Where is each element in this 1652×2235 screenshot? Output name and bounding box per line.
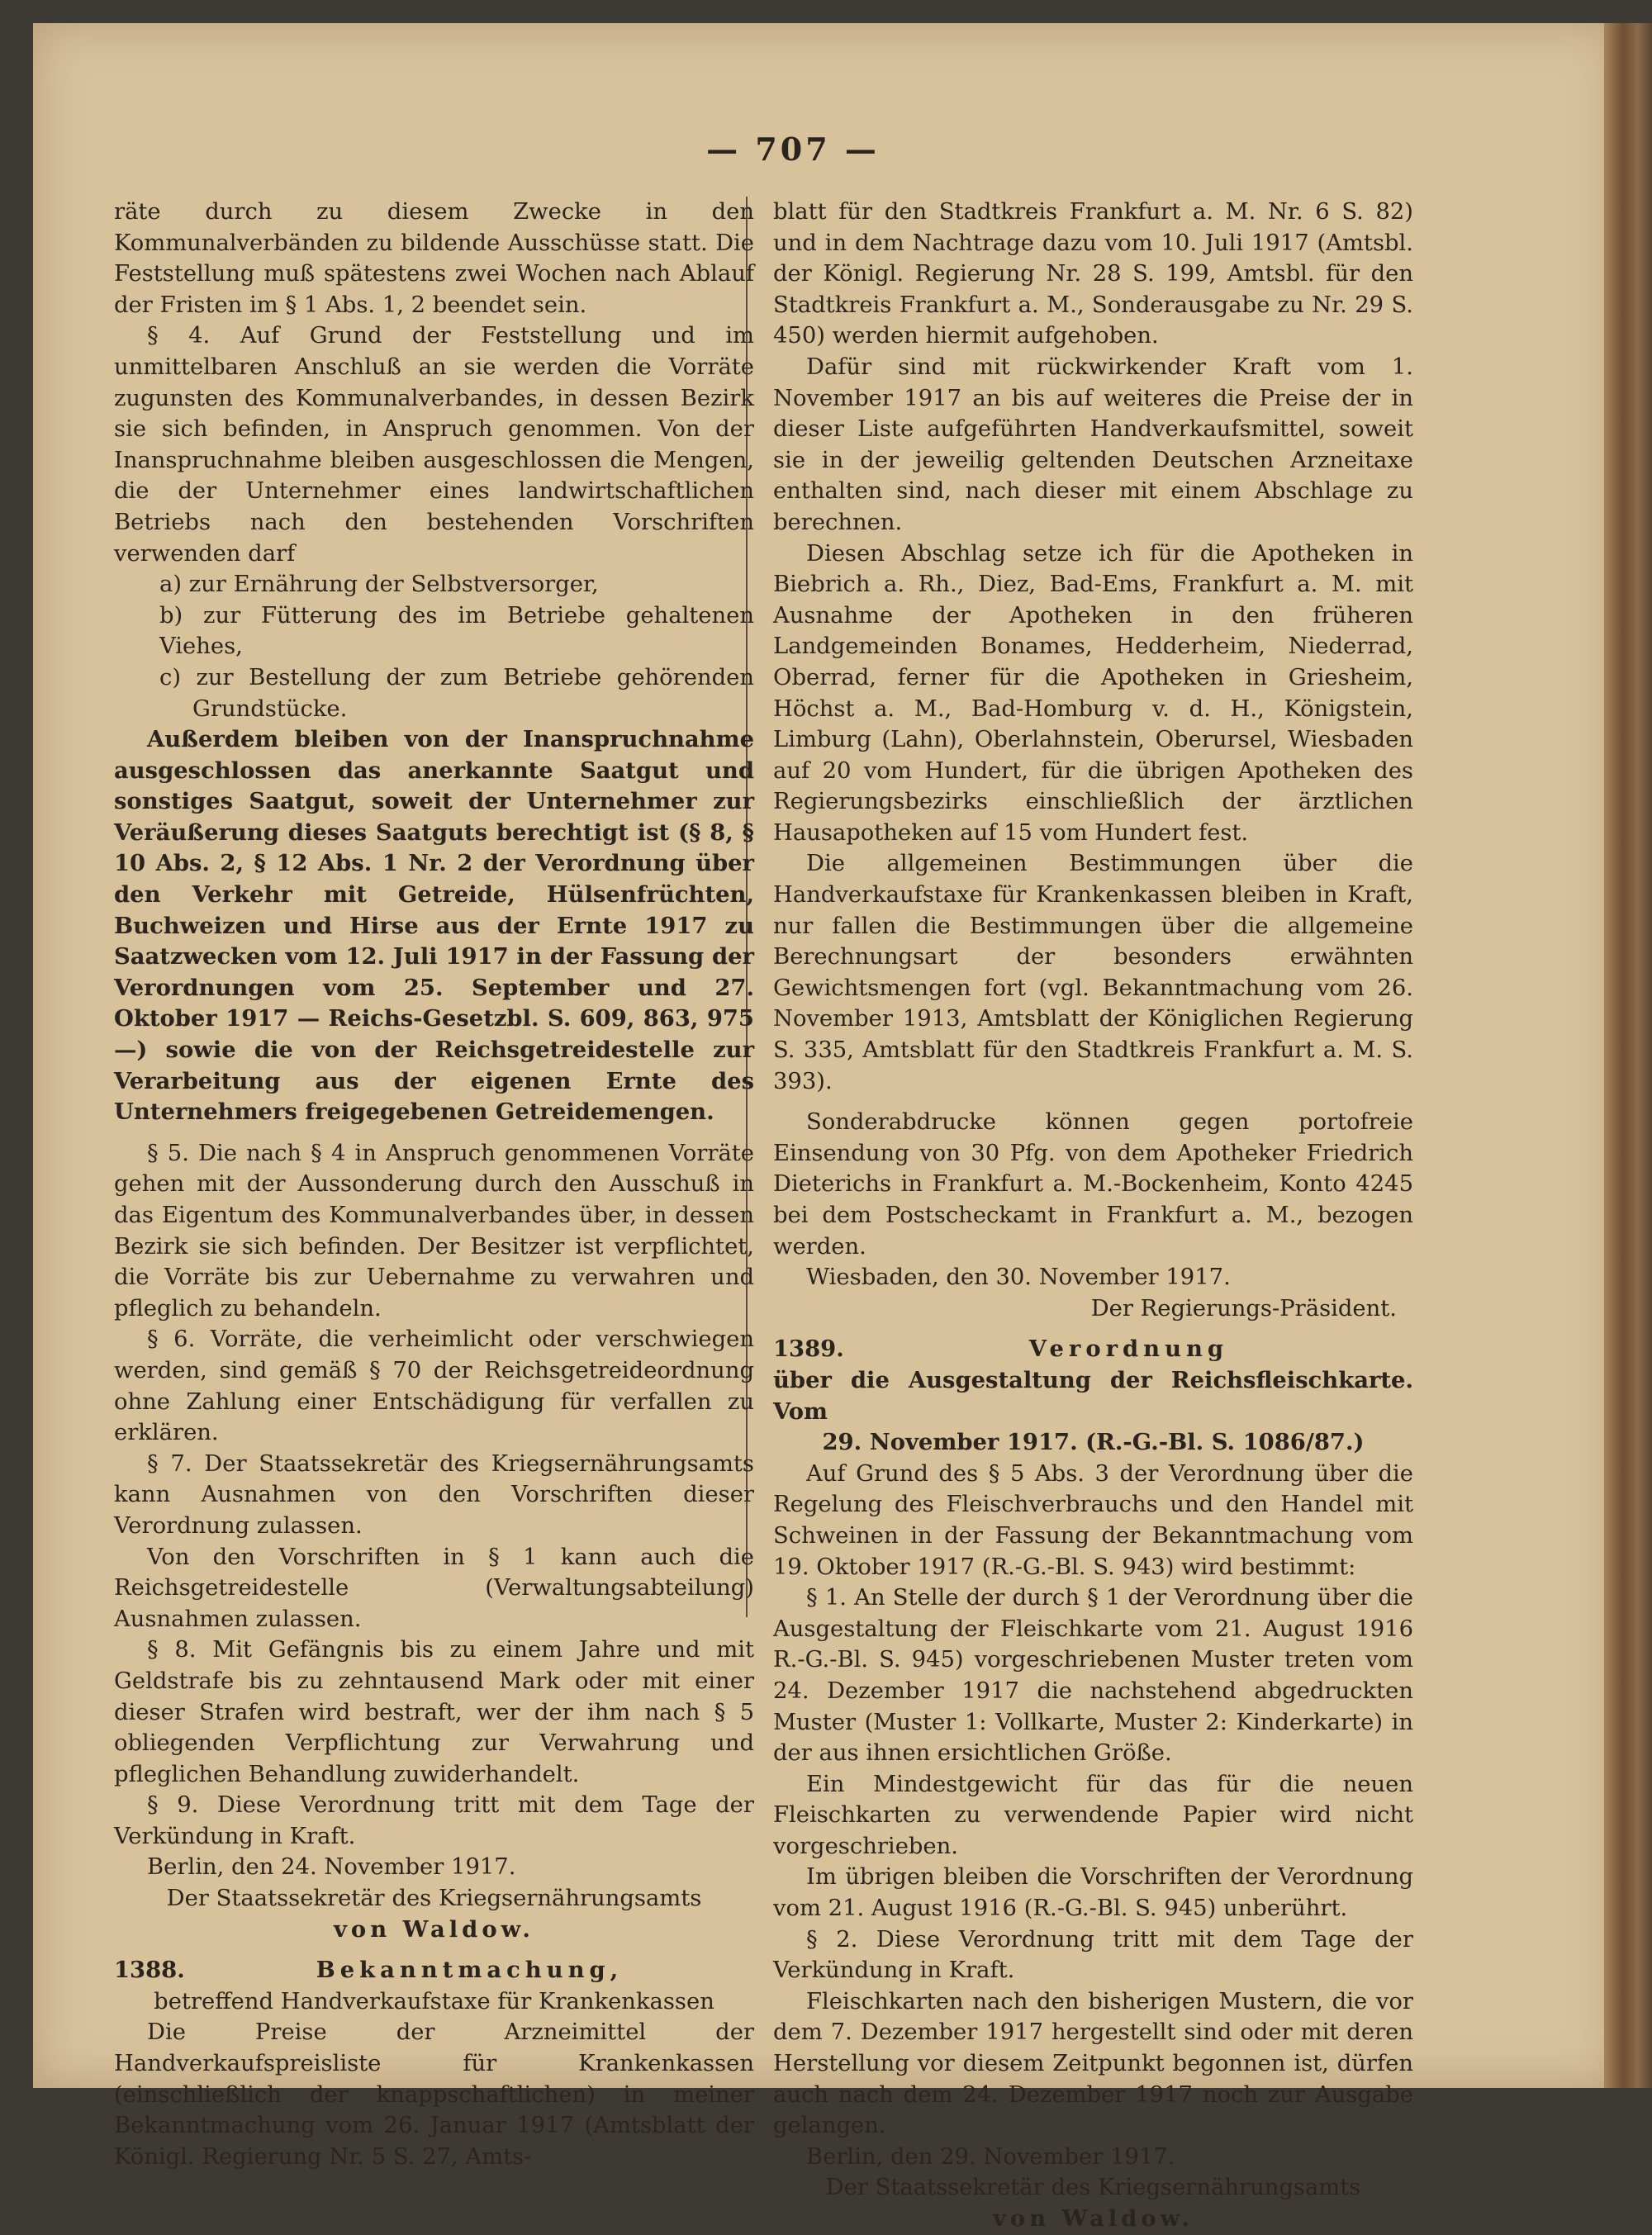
book-binding <box>1604 23 1652 2088</box>
paragraph: Die Preise der Arzneimittel der Handverkaufspreisliste für Krankenkassen (einschließlich der knappschaftlichen) in meiner Bekanntmachung vom 26. Januar 1917 (Amtsblatt der Königl. Regierung Nr. 5 S. 27, Amts- <box>114 2019 754 2170</box>
section-subtitle: betreffend Handverkaufstaxe für Krankenkassen <box>154 1988 714 2014</box>
paragraph: § 2. Diese Verordnung tritt mit dem Tage der Verkündung in Kraft. <box>773 1926 1413 1984</box>
paragraph: § 7. Der Staatssekretär des Kriegsernährungsamts kann Ausnahmen von den Vorschriften dieser Verordnung zulassen. <box>114 1450 754 1539</box>
section-subtitle: über die Ausgestaltung der Reichsfleischkarte. Vom <box>773 1366 1413 1425</box>
date-line: Wiesbaden, den 30. November 1917. <box>806 1265 1231 1291</box>
paragraph: Dafür sind mit rückwirkender Kraft vom 1. November 1917 an bis auf weiteres die Preise der in dieser Liste aufgeführten Handverkaufsmittel, soweit sie in der jeweilig geltenden Deutschen Arzneitaxe enthalten sind, nach dieser mit einem Abschlage zu berechnen. <box>773 354 1413 535</box>
list-item: c) zur Bestellung der zum Betriebe gehörenden Grundstücke. <box>159 664 754 722</box>
paragraph: blatt für den Stadtkreis Frankfurt a. M. Nr. 6 S. 82) und in dem Nachtrage dazu vom 10. Juli 1917 (Amtsbl. der Königl. Regierung Nr. 28 S. 199, Amtsbl. für den Stadtkreis Frankfurt a. M., Sonderausgabe zu Nr. 29 S. 450) werden hiermit aufgehoben. <box>773 199 1413 349</box>
signature-title: Der Staatssekretär des Kriegsernährungsamts <box>825 2175 1361 2201</box>
section-number: 1389. <box>773 1336 844 1363</box>
paragraph: Auf Grund des § 5 Abs. 3 der Verordnung über die Regelung des Fleischverbrauchs und den Handel mit Schweinen in der Fassung der Bekanntmachung vom 19. Oktober 1917 (R.-G.-Bl. S. 943) wird bestimmt: <box>773 1460 1413 1580</box>
section-title: Verordnung <box>1028 1336 1229 1363</box>
paragraph: Diesen Abschlag setze ich für die Apotheken in Biebrich a. Rh., Diez, Bad-Ems, Frankfurt a. M. mit Ausnahme der Apotheken in den früheren Landgemeinden Bonames, Hedderheim, Niederrad, Oberrad, ferner für die Apotheken in Griesheim, Höchst a. M., Bad-Homburg v. d. H., Königstein, Limburg (Lahn), Oberlahnstein, Oberursel, Wiesbaden auf 20 vom Hundert, für die übrigen Apotheken des Regierungsbezirks einschließlich der ärztlichen Hausapotheken auf 15 vom Hundert fest. <box>773 540 1413 846</box>
paragraph: Die allgemeinen Bestimmungen über die Handverkaufstaxe für Krankenkassen bleiben in Kraft, nur fallen die Bestimmungen über die allgemeine Berechnungsart der besonders erwähnten Gewichtsmengen fort (vgl. Bekanntmachung vom 26. November 1913, Amtsblatt der Königlichen Regierung S. 335, Amtsblatt für den Stadtkreis Frankfurt a. M. S. 393). <box>773 851 1413 1094</box>
paragraph: Fleischkarten nach den bisherigen Mustern, die vor dem 7. Dezember 1917 hergestellt sind oder mit deren Herstellung vor diesem Zeitpunkt begonnen ist, dürfen auch nach dem 24. Dezember 1917 noch zur Ausgabe gelangen. <box>773 1988 1413 2139</box>
signature-title: Der Staatssekretär des Kriegsernährungsamts <box>166 1886 702 1912</box>
list-item: b) zur Fütterung des im Betriebe gehaltenen Viehes, <box>159 602 754 660</box>
paragraph: Außerdem bleiben von der Inanspruchnahme ausgeschlossen das anerkannte Saatgut und sonstiges Saatgut, soweit der Unternehmer zur Veräußerung dieses Saatguts berechtigt ist (§ 8, § 10 Abs. 2, § 12 Abs. 1 Nr. 2 der Verordnung über den Verkehr mit Getreide, Hülsenfrüchten, Buchweizen und Hirse aus der Ernte 1917 zu Saatzwecken vom 12. Juli 1917 in der Fassung der Verordnungen vom 25. September und 27. Oktober 1917 — Reichs-Gesetzbl. S. 609, 863, 975 —) sowie die von der Reichsgetreidestelle zur Verarbeitung aus der eigenen Ernte des Unternehmers freigegebenen Getreidemengen. <box>114 726 754 1126</box>
page-number: — 707 — <box>706 130 880 168</box>
section-title: Bekanntmachung, <box>316 1957 624 1984</box>
paragraph: § 1. An Stelle der durch § 1 der Verordnung über die Ausgestaltung der Fleischkarte vom 21. August 1916 R.-G.-Bl. S. 945) vorgeschriebenen Muster treten vom 24. Dezember 1917 die nachstehend abgedruckten Muster (Muster 1: Vollkarte, Muster 2: Kinderkarte) in der aus ihnen ersichtlichen Größe. <box>773 1585 1413 1767</box>
paragraph: Sonderabdrucke können gegen portofreie Einsendung von 30 Pfg. von dem Apotheker Friedrich Dieterichs in Frankfurt a. M.-Bockenheim, Konto 4245 bei dem Postscheckamt in Frankfurt a. M., bezogen werden. <box>773 1109 1413 1260</box>
section-header <box>773 1334 1413 1365</box>
list-item: a) zur Ernährung der Selbstversorger, <box>159 572 599 598</box>
paragraph: Von den Vorschriften in § 1 kann auch die Reichsgetreidestelle (Verwaltungsabteilung) Ausnahmen zulassen. <box>114 1544 754 1632</box>
section-number: 1388. <box>114 1957 185 1984</box>
signature-name: von Waldow. <box>334 1915 534 1943</box>
paragraph: räte durch zu diesem Zwecke in den Kommunalverbänden zu bildende Ausschüsse statt. Die Feststellung muß spätestens zwei Wochen nach Ablauf der Fristen im § 1 Abs. 1, 2 beendet sein. <box>114 199 754 318</box>
paragraph: Ein Mindestgewicht für das für die neuen Fleischkarten zu verwendende Papier wird nicht vorgeschrieben. <box>773 1771 1413 1859</box>
paragraph: § 5. Die nach § 4 in Anspruch genommenen Vorräte gehen mit der Aussonderung durch den Ausschuß in das Eigentum des Kommunalverbandes über, in dessen Bezirk sie sich befinden. Der Besitzer ist verpflichtet, die Vorräte bis zur Uebernahme zu verwahren und pfleglich zu behandeln. <box>114 1140 754 1322</box>
signature-name: von Waldow. <box>993 2205 1194 2232</box>
paragraph: Im übrigen bleiben die Vorschriften der Verordnung vom 21. August 1916 (R.-G.-Bl. S. 945) unberührt. <box>773 1864 1413 1922</box>
paragraph: § 6. Vorräte, die verheimlicht oder verschwiegen werden, sind gemäß § 70 der Reichsgetreideordnung ohne Zahlung einer Entschädigung für verfallen zu erklären. <box>114 1326 754 1446</box>
right-column <box>773 197 1413 2235</box>
signature-title: Der Regierungs-Präsident. <box>1090 1295 1397 1322</box>
paragraph: § 9. Diese Verordnung tritt mit dem Tage der Verkündung in Kraft. <box>114 1792 754 1849</box>
date-line: Berlin, den 24. November 1917. <box>147 1854 516 1881</box>
date-line: Berlin, den 29. November 1917. <box>806 2143 1175 2170</box>
left-column <box>114 197 754 2172</box>
section-subtitle: 29. November 1917. (R.-G.-Bl. S. 1086/87.) <box>822 1429 1365 1456</box>
paragraph: § 8. Mit Gefängnis bis zu einem Jahre und mit Geldstrafe bis zu zehntausend Mark oder mit einer dieser Strafen wird bestraft, wer der ihm nach § 5 obliegenden Verpflichtung zur Verwahrung und pfleglichen Behandlung zuwiderhandelt. <box>114 1637 754 1787</box>
paragraph: § 4. Auf Grund der Feststellung und im unmittelbaren Anschluß an sie werden die Vorräte zugunsten des Kommunalverbandes, in dessen Bezirk sie sich befinden, in Anspruch genommen. Von der Inanspruchnahme bleiben ausgeschlossen die Mengen, die der Unternehmer eines landwirtschaftlichen Betriebs nach den bestehenden Vorschriften verwenden darf <box>114 323 754 567</box>
section-header <box>114 1955 754 1986</box>
